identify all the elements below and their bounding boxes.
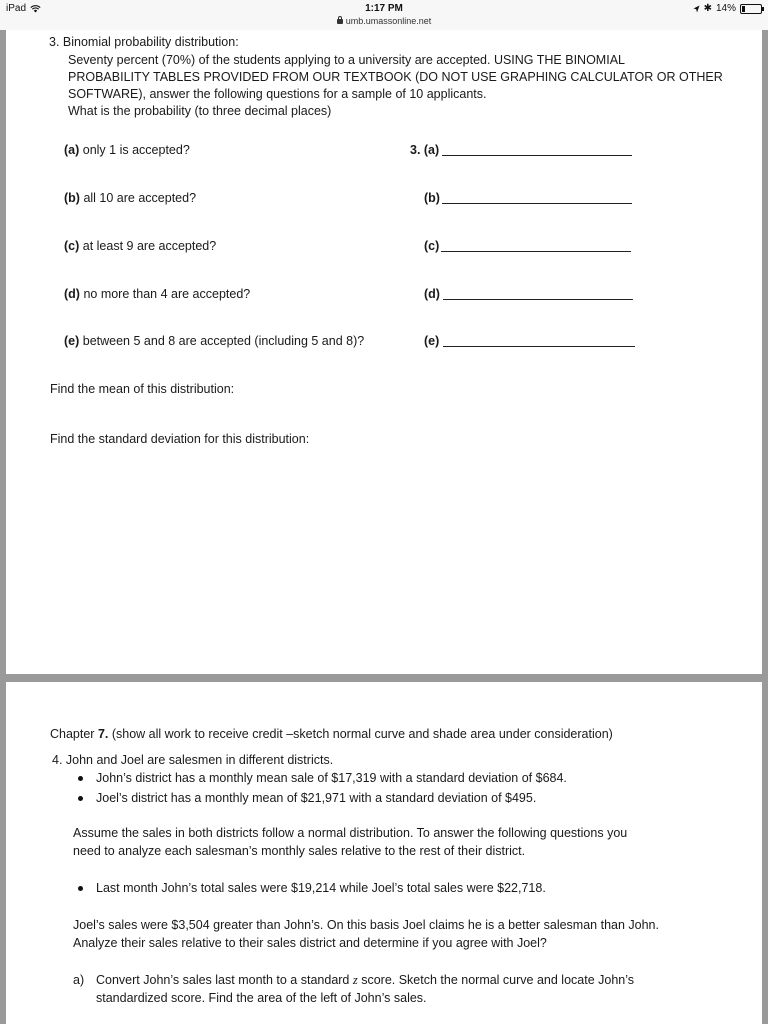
part-a-line-2: standardized score. Find the area of the left of John’s sales. — [96, 991, 427, 1005]
part-e-text: between 5 and 8 are accepted (including 5 and 8)? — [79, 334, 365, 348]
bullet-item-1: John’s district has a monthly mean sale of $17,319 with a standard deviation of $684. — [96, 771, 567, 785]
answer-blank-c[interactable] — [441, 251, 631, 252]
answer-blank-e[interactable] — [443, 346, 635, 347]
answer-blank-d[interactable] — [443, 299, 633, 300]
part-b-text: all 10 are accepted? — [79, 191, 197, 205]
question-part-c — [64, 238, 216, 254]
q3-intro-line-1: Seventy percent (70%) of the students applying to a university are accepted. USING THE BINOMIAL — [68, 53, 625, 67]
last-month-sales: Last month John’s total sales were $19,214 while Joel’s total sales were $22,718. — [96, 881, 546, 895]
lock-icon — [337, 19, 343, 24]
question-part-e — [64, 333, 364, 349]
claim-line-1: Joel’s sales were $3,504 greater than John’s. On this basis Joel claims he is a better salesman than John. — [73, 918, 659, 932]
assume-line-2: need to analyze each salesman’s monthly sales relative to the rest of their district. — [73, 844, 526, 858]
part-c-label: (c) — [64, 239, 80, 253]
answer-label-b: (b) — [424, 191, 440, 205]
document-page-2 — [6, 682, 762, 1024]
answer-label-c: (c) — [424, 239, 440, 253]
answer-blank-b[interactable] — [442, 203, 632, 204]
q4-header: 4. John and Joel are salesmen in different districts. — [52, 753, 334, 767]
bullet-icon — [78, 886, 83, 891]
part-c-text: at least 9 are accepted? — [79, 239, 217, 253]
device-label: iPad — [6, 3, 27, 14]
question-part-a — [64, 142, 190, 158]
answer-label-a: 3. (a) — [410, 143, 440, 157]
bullet-item-2: Joel’s district has a monthly mean of $21,971 with a standard deviation of $495. — [96, 791, 537, 805]
q3-intro-line-3: SOFTWARE), answer the following questions for a sample of 10 applicants. — [68, 87, 487, 101]
q3-intro-line-2: PROBABILITY TABLES PROVIDED FROM OUR TEXTBOOK (DO NOT USE GRAPHING CALCULATOR OR OTHER — [68, 70, 723, 84]
part-b-label: (b) — [64, 191, 80, 205]
answer-label-e: (e) — [424, 334, 440, 348]
sd-prompt: Find the standard deviation for this distribution: — [50, 432, 310, 446]
part-a-line-1: Convert John’s sales last month to a standard z score. Sketch the normal curve and locate John’s — [96, 973, 635, 987]
bullet-icon — [78, 776, 83, 781]
battery-label: 14% — [715, 3, 736, 14]
battery-icon — [740, 4, 762, 14]
part-a-label: (a) — [64, 143, 80, 157]
question-part-b — [64, 190, 196, 206]
claim-line-2: Analyze their sales relative to their sales district and determine if you agree with Joel? — [73, 936, 547, 950]
bullet-icon — [78, 796, 83, 801]
assume-line-1: Assume the sales in both districts follow a normal distribution. To answer the following questions you — [73, 826, 628, 840]
url-bar[interactable] — [0, 16, 768, 26]
part-a-label: a) — [73, 973, 85, 987]
status-bar — [0, 0, 768, 30]
chapter-heading: Chapter 7. (show all work to receive credit –sketch normal curve and shade area under consideration) — [50, 727, 613, 741]
document-page-1 — [6, 30, 762, 674]
status-right — [693, 3, 762, 14]
part-a-text: only 1 is accepted? — [79, 143, 190, 157]
part-e-label: (e) — [64, 334, 80, 348]
answer-label-d: (d) — [424, 287, 440, 301]
clock: 1:17 PM — [365, 3, 403, 14]
part-d-label: (d) — [64, 287, 80, 301]
chapter-number: 7. — [97, 727, 109, 741]
bluetooth-icon: ✱ — [703, 3, 712, 14]
q3-header: 3. Binomial probability distribution: — [49, 35, 239, 49]
question-part-d — [64, 286, 250, 302]
location-arrow-icon — [693, 5, 700, 13]
url-text: umb.umassonline.net — [345, 16, 432, 26]
part-d-text: no more than 4 are accepted? — [79, 287, 251, 301]
q3-intro-line-4: What is the probability (to three decimal places) — [68, 104, 332, 118]
mean-prompt: Find the mean of this distribution: — [50, 382, 235, 396]
answer-blank-a[interactable] — [442, 155, 632, 156]
